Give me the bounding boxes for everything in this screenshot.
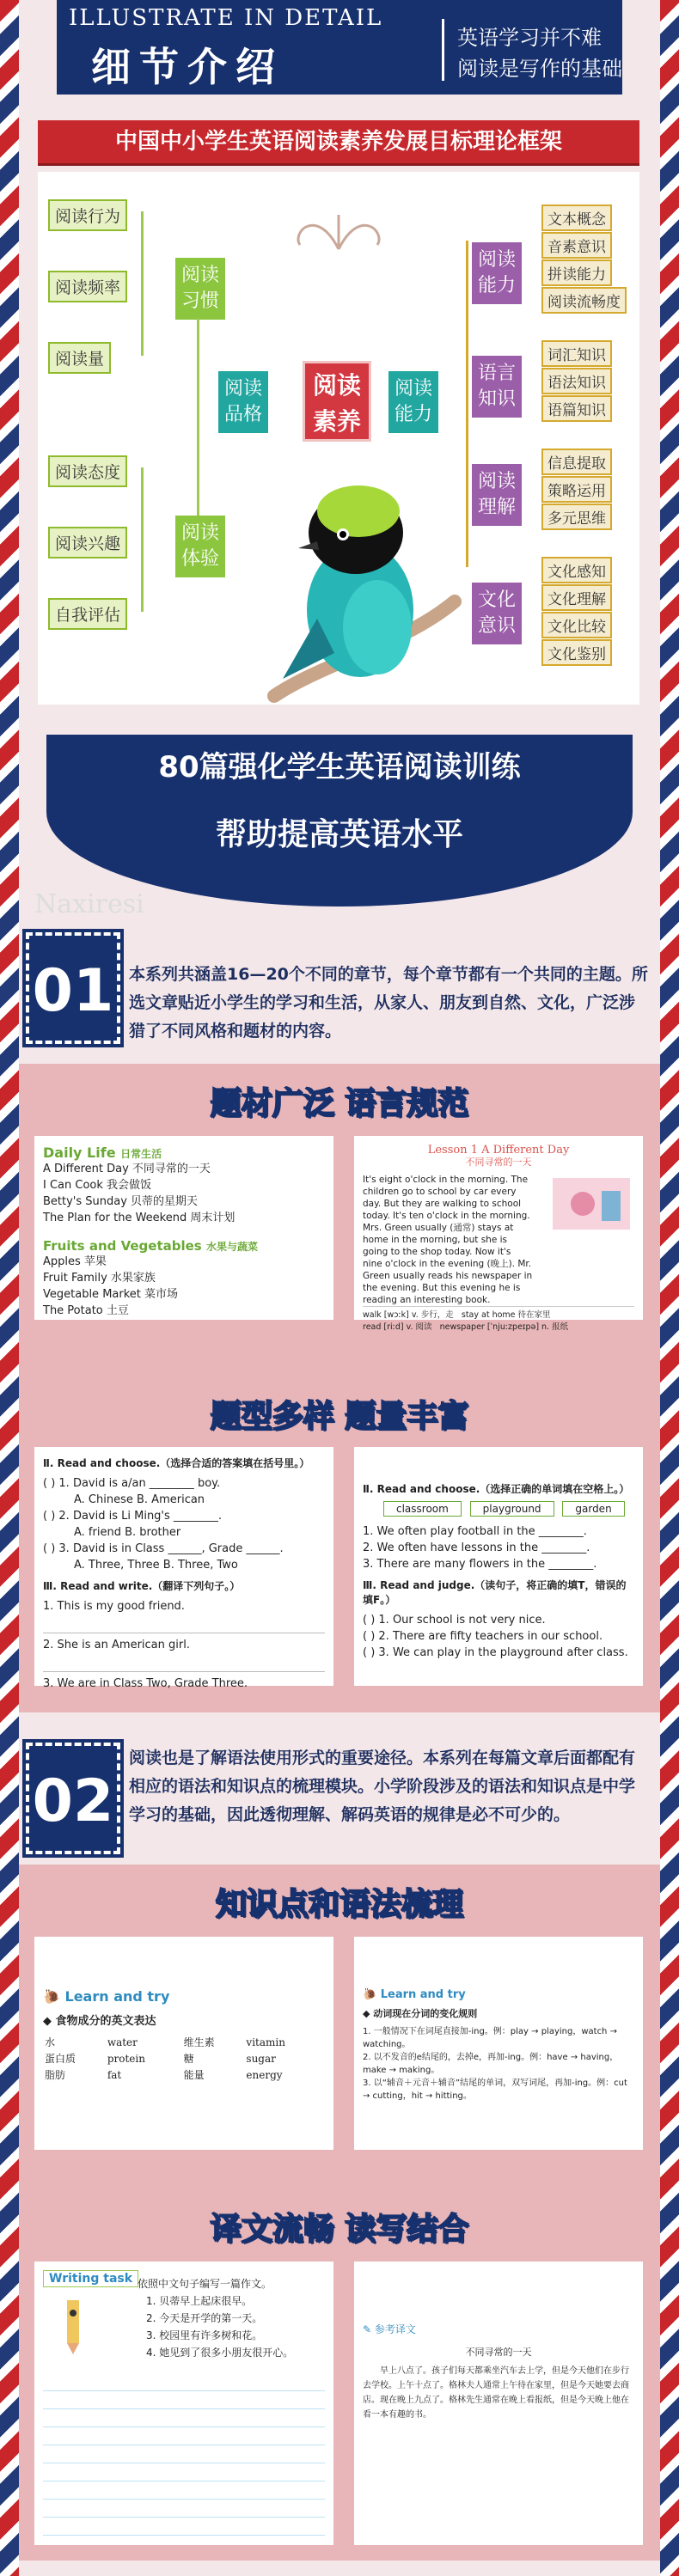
gloss: newspaper [ˈnjuːzpeɪpə] n. 报纸: [439, 1322, 569, 1332]
translation-label: [363, 2322, 634, 2336]
writing-item: 4. 她见到了很多小朋友很开心。: [146, 2347, 294, 2359]
cell: 水: [45, 2036, 56, 2048]
right-item: 文化比较: [541, 612, 612, 638]
experience-node: 阅读体验: [175, 516, 225, 577]
answer-line: [43, 1653, 325, 1672]
toc-card: [34, 1136, 333, 1320]
group-culture: 文化意识: [472, 583, 522, 644]
toc-item: The Plan for the Weekend 周末计划: [43, 1212, 236, 1224]
framework-diagram: [38, 172, 639, 705]
section-number-02: 02: [26, 1743, 120, 1854]
right-item: 文本概念: [541, 204, 612, 231]
exercise-heading: Ⅲ. Read and judge.（读句子，将正确的填T，错误的填F。）: [363, 1579, 627, 1606]
exercise-heading: Ⅱ. Read and choose.（选择正确的单词填在空格上。）: [363, 1483, 630, 1495]
toc-unit-2: [43, 1238, 325, 1254]
exercise-line: 1. We often play football in the ________.: [363, 1525, 587, 1538]
gloss: read [riːd] v. 阅读: [363, 1322, 432, 1332]
exercise-line: 3. We are in Class Two, Grade Three.: [43, 1677, 248, 1690]
rule-line: 3. 以“辅音＋元音＋辅音”结尾的单词，双写词尾，再加-ing。例：cut → cutting，hit → hitting。: [363, 2079, 627, 2101]
lesson-illustration-icon: [548, 1174, 634, 1234]
answer-line: [43, 1615, 325, 1633]
cell: energy: [246, 2068, 283, 2081]
watermark-text: Naxiresi: [34, 889, 144, 919]
connector: [141, 467, 144, 612]
bird-illustration: [257, 464, 480, 713]
lesson-card: [354, 1136, 643, 1332]
exercise-line: ( ) 1. David is a/an ________ boy.: [43, 1477, 221, 1490]
word-tag: classroom: [383, 1501, 462, 1517]
snail-icon: 🐌: [363, 1988, 377, 2001]
header-cn-title: 细节介绍: [91, 44, 284, 90]
toc-unit-1-en: Daily Life: [43, 1145, 116, 1161]
toc-item: Fruit Family 水果家族: [43, 1272, 156, 1285]
toc-unit-1-cn: 日常生活: [120, 1148, 162, 1160]
core-node: 阅读素养: [303, 361, 371, 442]
cell: 蛋白质: [45, 2053, 76, 2065]
toc-item: A Different Day 不同寻常的一天: [43, 1163, 211, 1175]
right-item: 拼读能力: [541, 259, 612, 286]
writing-intro: 依照中文句子编写一篇作文。: [138, 2278, 272, 2290]
left-item: 阅读兴趣: [48, 527, 127, 559]
panel-2-heading: 知识点和语法梳理: [215, 1887, 463, 1922]
learn-title: [363, 1988, 634, 2001]
left-item: 阅读量: [48, 342, 111, 374]
exercise-heading: Ⅱ. Read and choose.（选择合适的答案填在括号里。）: [43, 1457, 310, 1469]
section-number-01: 01: [26, 932, 120, 1044]
exercise-line: ( ) 3. David is in Class ______, Grade ______.: [43, 1542, 284, 1555]
toc-unit-2-en: Fruits and Vegetables: [43, 1238, 202, 1254]
toc-unit-2-cn: 水果与蔬菜: [205, 1241, 258, 1253]
section-02-text: 阅读也是了解语法使用形式的重要途径。本系列在每篇文章后面都配有相应的语法和知识点的梳理模块。小学阶段涉及的语法和知识点是中学学习的基础，因此透彻理解、解码英语的规律是必不可少的。: [129, 1749, 636, 1824]
cell: 脂肪: [45, 2069, 66, 2081]
left-item: 自我评估: [48, 598, 127, 630]
promo-banner: [46, 735, 633, 906]
gloss: walk [wɔːk] v. 步行，走: [363, 1310, 454, 1320]
right-item: 文化鉴别: [541, 639, 612, 666]
exercise-line: 2. We often have lessons in the ________.: [363, 1541, 590, 1554]
right-item: 阅读流畅度: [541, 287, 627, 314]
panel-2-heading-2: 译文流畅 读写结合: [210, 2212, 469, 2247]
exercise-line: 3. There are many flowers in the ________.: [363, 1558, 597, 1571]
cell: fat: [107, 2068, 122, 2081]
cell: sugar: [246, 2052, 276, 2065]
connector: [141, 211, 144, 356]
right-item: 多元思维: [541, 504, 612, 530]
group-comprehension: 阅读理解: [472, 464, 522, 526]
ability-node: 阅读能力: [388, 371, 438, 433]
header-en-title: ILLUSTRATE IN DETAIL: [69, 5, 383, 31]
writing-lines: [43, 2373, 325, 2536]
exercise-line: 2. She is an American girl.: [43, 1639, 190, 1651]
lesson-subtitle: 不同寻常的一天: [465, 1157, 532, 1168]
learn-title-text: Learn and try: [64, 1988, 170, 2005]
right-item: 策略运用: [541, 476, 612, 503]
learn-heading: ◆ 食物成分的英文表达: [43, 2015, 156, 2028]
header-banner: [57, 0, 622, 95]
snail-icon: 🐌: [43, 1988, 60, 2005]
lesson-title: Lesson 1 A Different Day: [427, 1144, 570, 1157]
toc-item: Betty's Sunday 贝蒂的星期天: [43, 1195, 199, 1208]
exercise-line: A. friend B. brother: [74, 1526, 181, 1539]
writing-item: 3. 校园里有许多树和花。: [146, 2329, 263, 2341]
quality-node: 阅读品格: [218, 371, 268, 433]
cell: 糖: [183, 2053, 194, 2065]
vocab-table: [43, 2033, 325, 2084]
cell: 能量: [183, 2069, 205, 2081]
feature-panel-2: [19, 1865, 660, 2561]
toc-item: Vegetable Market 菜市场: [43, 1288, 179, 1301]
right-item: 词汇知识: [541, 340, 612, 367]
cell: water: [107, 2036, 138, 2048]
promo-line-2: 帮助提高英语水平: [215, 817, 463, 852]
group-language: 语言知识: [472, 356, 522, 418]
toc-unit-1: [43, 1145, 325, 1161]
writing-card: [34, 2262, 333, 2545]
header-divider: [442, 19, 444, 81]
writing-item: 2. 今天是开学的第一天。: [146, 2312, 263, 2324]
learn-card-2: [354, 1937, 643, 2150]
exercise-line: ( ) 2. There are fifty teachers in our school.: [363, 1630, 603, 1643]
translation-card: [354, 2262, 643, 2545]
learn-card-1: [34, 1937, 333, 2150]
toc-item: The Potato 土豆: [43, 1304, 129, 1317]
right-item: 语法知识: [541, 368, 612, 394]
rule-line: 2. 以不发音的e结尾的，去掉e，再加-ing。例：have → having，make → making。: [363, 2053, 619, 2075]
cell: 维生素: [183, 2036, 215, 2048]
group-ability: 阅读能力: [472, 242, 522, 304]
exercise-line: 1. This is my good friend.: [43, 1600, 185, 1613]
feature-panel-1: [19, 1064, 660, 1712]
exercise-card-2: [354, 1447, 643, 1686]
header-slogan-1: 英语学习并不难: [457, 26, 602, 50]
lesson-text: It's eight o'clock in the morning. The children go to school by car every day. But they are walking to school today. It's ten o'clock in the morning. Mrs. Green usually (通常) stays at home in the morning, but she is going to the shop today. Now it's nine o'clock in the evening (晚上). Mr. Green usually reads his newspaper in the evening. But this evening he is reading an interesting book.: [363, 1175, 533, 1305]
left-stripe-border: [0, 0, 19, 2576]
word-tag: garden: [562, 1501, 624, 1517]
pencil-icon: ✎: [363, 2323, 372, 2335]
exercise-line: ( ) 3. We can play in the playground after class.: [363, 1646, 628, 1659]
left-item: 阅读行为: [48, 199, 127, 231]
learn-title: [43, 1988, 325, 2005]
header-slogan-2: 阅读是写作的基础: [457, 57, 622, 81]
learn-heading: ◆ 动词现在分词的变化规则: [363, 2008, 478, 2019]
toc-item: Apples 苹果: [43, 1255, 107, 1268]
panel-1-heading-2: 题型多样 题量丰富: [210, 1399, 469, 1434]
right-item: 音素意识: [541, 232, 612, 259]
translation-title: 不同寻常的一天: [465, 2347, 532, 2358]
exercise-heading: Ⅲ. Read and write.（翻译下列句子。）: [43, 1580, 241, 1592]
right-item: 文化感知: [541, 557, 612, 583]
vocab-row: [45, 2067, 323, 2082]
vocab-row: [45, 2035, 323, 2049]
writing-task-title: Writing task: [43, 2270, 138, 2287]
ornament-icon: [283, 198, 395, 258]
left-item: 阅读频率: [48, 271, 127, 302]
translation-text: 早上八点了。孩子们每天都乘坐汽车去上学，但是今天他们在步行去学校。上午十点了。格林夫人通常上午待在家里，但是今天她要去商店。现在晚上九点了。格林先生通常在晚上看报纸，但是今天晚上他在看一本有趣的书。: [363, 2366, 629, 2420]
promo-line-1: 80篇强化学生英语阅读训练: [158, 750, 521, 784]
panel-1-heading: 题材广泛 语言规范: [210, 1086, 469, 1121]
rule-line: 1. 一般情况下在词尾直接加-ing。例：play → playing，watch → watching。: [363, 2027, 617, 2049]
toc-item: I Can Cook 我会做饭: [43, 1179, 152, 1192]
right-item: 信息提取: [541, 449, 612, 475]
writing-item: 1. 贝蒂早上起床很早。: [146, 2295, 253, 2307]
habit-node: 阅读习惯: [175, 258, 225, 320]
cell: vitamin: [246, 2036, 285, 2048]
left-item: 阅读态度: [48, 455, 127, 487]
exercise-card-1: [34, 1447, 333, 1690]
exercise-line: A. Chinese B. American: [74, 1493, 205, 1506]
learn-title-text: Learn and try: [380, 1988, 466, 2001]
exercise-line: ( ) 2. David is Li Ming's ________.: [43, 1510, 223, 1523]
section-01-text: 本系列共涵盖16—20个不同的章节，每个章节都有一个共同的主题。所选文章贴近小学生的学习和生活，从家人、朋友到自然、文化，广泛涉猎了不同风格和题材的内容。: [129, 965, 648, 1041]
exercise-line: ( ) 1. Our school is not very nice.: [363, 1614, 546, 1627]
right-stripe-border: [660, 0, 679, 2576]
writing-prompt: [138, 2275, 293, 2361]
translation-label-text: 参考译文: [374, 2323, 416, 2335]
right-item: 文化理解: [541, 584, 612, 611]
right-item: 语篇知识: [541, 395, 612, 422]
framework-title: 中国中小学生英语阅读素养发展目标理论框架: [38, 120, 639, 163]
pencil-character-icon: [52, 2296, 95, 2356]
connector: [197, 318, 199, 516]
vocab-row: [45, 2051, 323, 2066]
word-tag: playground: [470, 1501, 554, 1517]
gloss: stay at home 待在家里: [461, 1310, 551, 1320]
exercise-line: A. Three, Three B. Three, Two: [74, 1559, 238, 1572]
cell: protein: [107, 2052, 145, 2065]
